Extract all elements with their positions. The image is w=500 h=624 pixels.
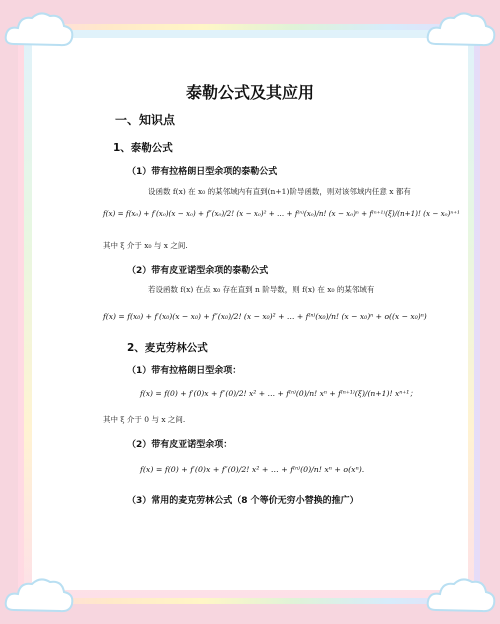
text-lagrange-taylor-intro: 设函数 f(x) 在 x₀ 的某邻域内有直到(n+1)阶导函数，则对该邻域内任意 x 都有 (148, 187, 411, 196)
section-heading-knowledge: 一、知识点 (115, 113, 176, 127)
text-lagrange-maclaurin-note: 其中 ξ 介于 0 与 x 之间. (103, 415, 186, 424)
cloud-icon-top-right (424, 8, 498, 54)
text-peano-taylor-intro: 若设函数 f(x) 在点 x₀ 存在直到 n 阶导数，则 f(x) 在 x₀ 的某邻域有 (148, 285, 375, 294)
page-title: 泰勒公式及其应用 (185, 83, 314, 102)
subsection-heading-taylor: 1、泰勒公式 (113, 142, 173, 154)
item-heading-peano-maclaurin: （2）带有皮亚诺型余项： (127, 440, 233, 450)
formula-lagrange-maclaurin: f(x) = f(0) + f′(0)x + f″(0)/2! x² + … + f⁽ⁿ⁾(0)/n! xⁿ + f⁽ⁿ⁺¹⁾(ξ)/(n+1)! xⁿ⁺¹； (140, 389, 417, 398)
item-heading-common-maclaurin: （3）常用的麦克劳林公式（8 个等价无穷小替换的推广） (127, 496, 359, 506)
text-lagrange-taylor-note: 其中 ξ 介于 x₀ 与 x 之间. (103, 241, 188, 250)
formula-lagrange-taylor: f(x) = f(x₀) + f′(x₀)(x − x₀) + f″(x₀)/2! (x − x₀)² + … + f⁽ⁿ⁾(x₀)/n! (x − x₀)ⁿ + f⁽ⁿ⁺¹⁾(ξ)/(n+1)! (x − x₀)ⁿ⁺¹ (103, 209, 460, 218)
item-heading-peano-taylor: （2）带有皮亚诺型余项的泰勒公式 (127, 266, 269, 276)
cloud-icon-top-left (2, 8, 76, 54)
subsection-heading-maclaurin: 2、麦克劳林公式 (127, 342, 208, 354)
formula-peano-maclaurin: f(x) = f(0) + f′(0)x + f″(0)/2! x² + … + f⁽ⁿ⁾(0)/n! xⁿ + o(xⁿ). (140, 465, 365, 474)
formula-peano-taylor: f(x) = f(x₀) + f′(x₀)(x − x₀) + f″(x₀)/2! (x − x₀)² + … + f⁽ⁿ⁾(x₀)/n! (x − x₀)ⁿ + o((x − x₀)ⁿ) (103, 312, 427, 321)
cloud-icon-bottom-left (2, 574, 76, 620)
item-heading-lagrange-taylor: （1）带有拉格朗日型余项的泰勒公式 (127, 167, 278, 177)
cloud-icon-bottom-right (424, 574, 498, 620)
item-heading-lagrange-maclaurin: （1）带有拉格朗日型余项： (127, 366, 242, 376)
